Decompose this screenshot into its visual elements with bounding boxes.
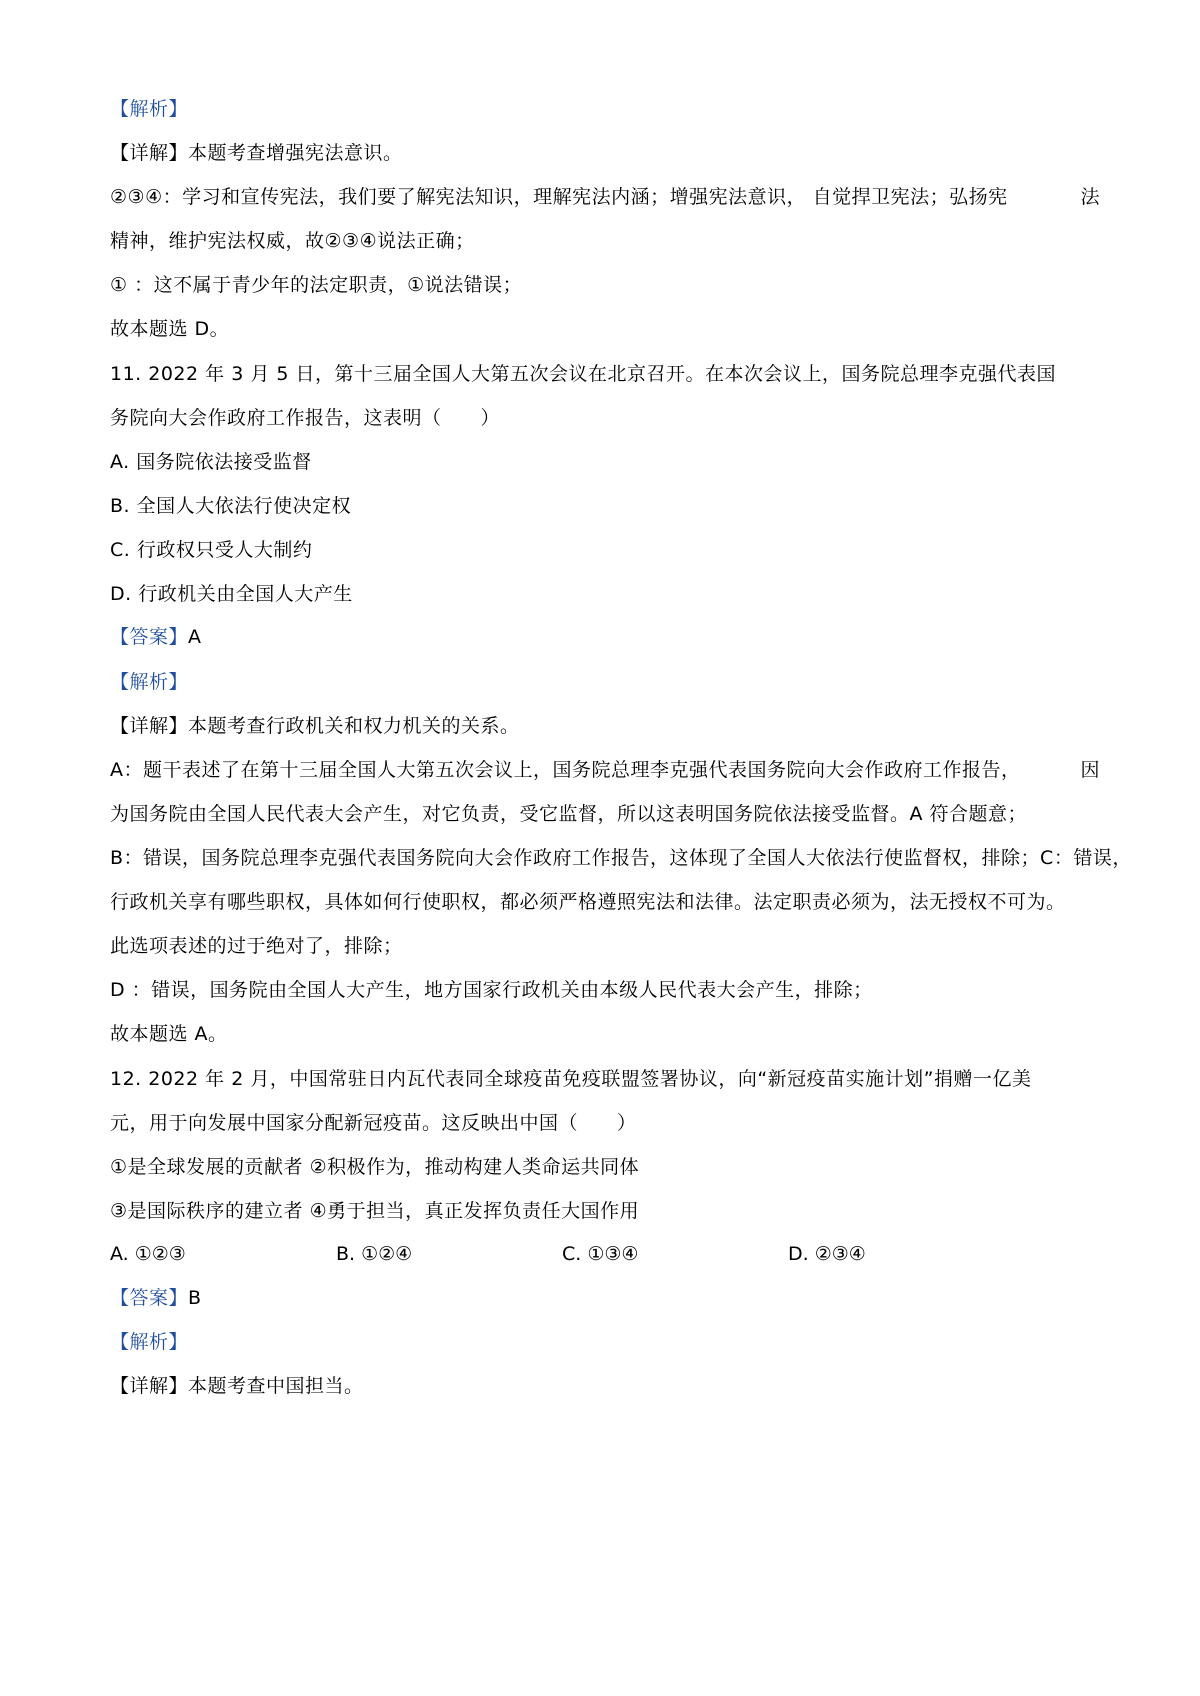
paragraph-line: 此选项表述的过于绝对了，排除； [110, 935, 403, 957]
paragraph-line: D ：错误，国务院由全国人大产生，地方国家行政机关由本级人民代表大会产生，排除； [110, 979, 873, 1001]
option-b: B. 全国人大依法行使决定权 [110, 495, 352, 517]
text-segment: 法 [1080, 186, 1100, 208]
paragraph-line: ① ：这不属于青少年的法定职责，①说法错误； [110, 274, 523, 296]
text-segment: B：错误，国务院总理李克强代表国务院向大会作政府工作报告，这体现了全国人大依法行使监督权，排除； [110, 847, 1041, 869]
analysis-heading [110, 96, 1100, 122]
detail-line [110, 713, 1100, 739]
detail-text: 本题考查中国担当。 [188, 1375, 364, 1397]
detail-line [110, 1373, 1100, 1399]
detail-tag: 【详解】 [110, 1375, 189, 1397]
paragraph-line [110, 845, 1132, 871]
text-segment: A：题干表述了在第十三届全国人大第五次会议上，国务院总理李克强代表国务院向大会作政府工作报告， [110, 759, 1021, 781]
option-c: C. 行政权只受人大制约 [110, 539, 313, 561]
detail-text: 本题考查增强宪法意识。 [188, 142, 403, 164]
text-segment: ②③④：学习和宣传宪法，我们要了解宪法知识，理解宪法内涵；增强宪法意识， 自觉捍卫宪法；弘扬宪 [110, 186, 1008, 208]
detail-line [110, 140, 1100, 166]
paragraph-line [110, 184, 1100, 210]
paragraph-line: 行政机关享有哪些职权，具体如何行使职权，都必须严格遵照宪法和法律。法定职责必须为，法无授权不可为。 [110, 891, 1066, 913]
analysis-heading [110, 669, 1100, 695]
detail-tag: 【详解】 [110, 715, 189, 737]
answer-value: B [188, 1287, 202, 1309]
question-stem: 务院向大会作政府工作报告，这表明（ ） [110, 407, 501, 429]
text-segment: C：错误， [1040, 847, 1132, 869]
answer-tag: 【答案】 [110, 626, 189, 648]
answer-line [110, 624, 1100, 650]
option-c: C. ①③④ [562, 1243, 639, 1265]
detail-text: 本题考查行政机关和权力机关的关系。 [188, 715, 520, 737]
option-a: A. ①②③ [110, 1243, 186, 1265]
analysis-heading [110, 1329, 1100, 1355]
option-b: B. ①②④ [336, 1243, 413, 1265]
text-segment: 因 [1080, 759, 1100, 781]
question-stem: 12. 2022 年 2 月，中国常驻日内瓦代表同全球疫苗免疫联盟签署协议，向“新冠疫苗实施计划”捐赠一亿美 [110, 1068, 1032, 1090]
option-a: A. 国务院依法接受监督 [110, 451, 312, 473]
answer-tag: 【答案】 [110, 1287, 189, 1309]
option-d: D. ②③④ [788, 1243, 866, 1265]
detail-tag: 【详解】 [110, 142, 189, 164]
conclusion-line: 故本题选 D。 [110, 318, 230, 340]
option-d: D. 行政机关由全国人大产生 [110, 583, 353, 605]
analysis-tag: 【解析】 [110, 1331, 189, 1353]
question-stem: 元，用于向发展中国家分配新冠疫苗。这反映出中国（ ） [110, 1112, 637, 1134]
analysis-tag: 【解析】 [110, 671, 189, 693]
question-stem: 11. 2022 年 3 月 5 日，第十三届全国人大第五次会议在北京召开。在本次会议上，国务院总理李克强代表国 [110, 363, 1056, 385]
answer-value: A [188, 626, 202, 648]
conclusion-line: 故本题选 A。 [110, 1023, 228, 1045]
paragraph-line: 精神，维护宪法权威，故②③④说法正确； [110, 230, 475, 252]
paragraph-line: 为国务院由全国人民代表大会产生，对它负责，受它监督，所以这表明国务院依法接受监督。A 符合题意； [110, 803, 1028, 825]
paragraph-line [110, 757, 1100, 783]
statement-items: ③是国际秩序的建立者 ④勇于担当，真正发挥负责任大国作用 [110, 1200, 640, 1222]
statement-items: ①是全球发展的贡献者 ②积极作为，推动构建人类命运共同体 [110, 1156, 640, 1178]
answer-line [110, 1285, 1100, 1311]
analysis-tag: 【解析】 [110, 98, 189, 120]
